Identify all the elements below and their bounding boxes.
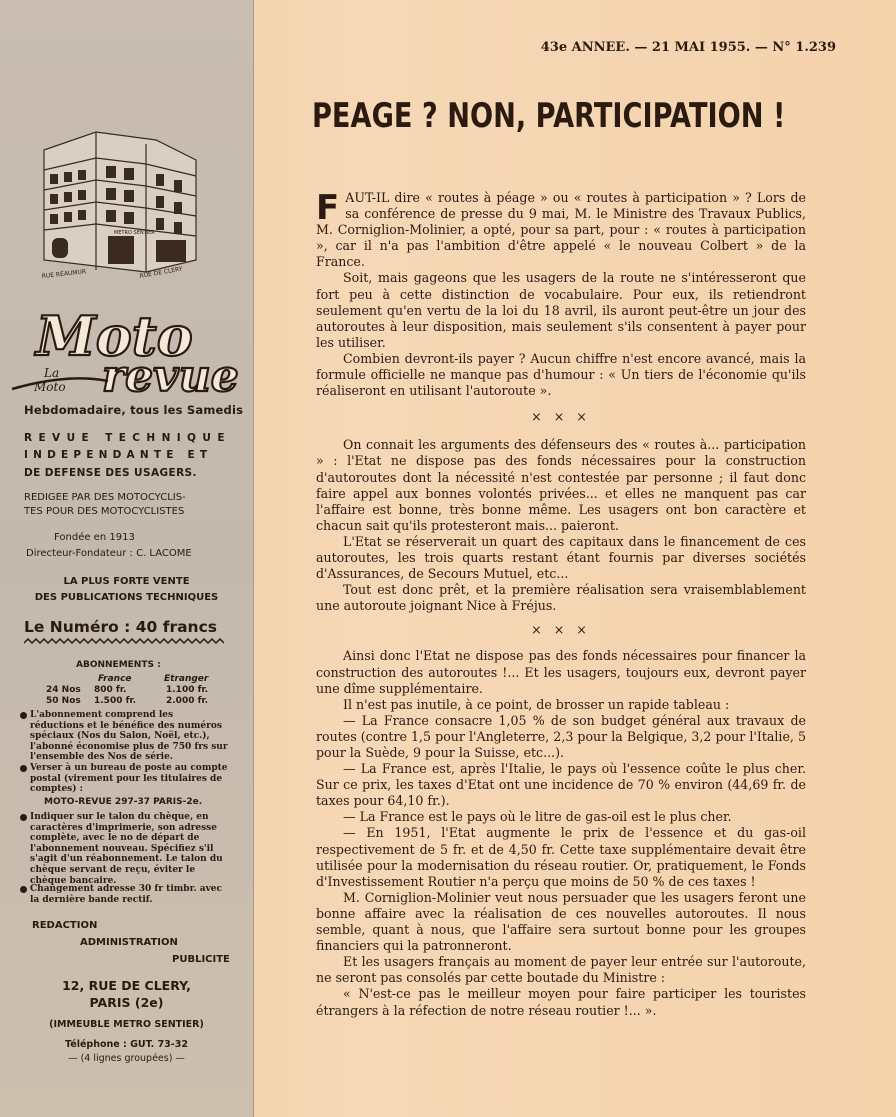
section-separator: × × × [531, 622, 591, 638]
drop-cap: F [316, 188, 340, 228]
paragraph: « N'est-ce pas le meilleur moyen pour faire participer les touristes étrangers à la réfection de notre réseau routier !... ». [316, 986, 806, 1018]
immeuble: (IMMEUBLE METRO SENTIER) [49, 1019, 204, 1030]
paragraph: FAUT-IL dire « routes à péage » ou « routes à participation » ? Lors de sa conférence de presse du 9 mai, M. le Ministre des Travaux Publics, M. Corniglion-Molinier, a opté, pour sa part, pour : « routes à participation », car il n'a pas l'ambition d'être appelé « le nouveau Colbert » de la France. [316, 188, 806, 270]
paragraph: Soit, mais gageons que les usagers de la route ne s'intéresseront que fort peu à cette distinction de vocabulaire. Pour eux, ils retiendront seulement qu'en vertu de la loi du 18 avril, ils auront peut-être un jour des autoroutes à leur disposition, mais seulement s'ils consentent à payer pour les utiliser. [316, 270, 806, 350]
svg-text:RUE RÉAUMUR: RUE RÉAUMUR [41, 268, 87, 280]
redaction: REDACTION [32, 920, 98, 931]
price-per-issue: Le Numéro : 40 francs [24, 618, 218, 636]
zigzag-divider [24, 637, 224, 645]
redigee-line: REDIGEE PAR DES MOTOCYCLIS- [24, 492, 186, 503]
paragraph: — La France est, après l'Italie, le pays où l'essence coûte le plus cher. Sur ce prix, les taxes d'Etat ont une incidence de 70 % environ (44,69 fr. de taxes pour 64,10 fr.). [316, 761, 806, 809]
lignes-groupees: — (4 lignes groupées) — [68, 1053, 185, 1064]
paragraph: — En 1951, l'Etat augmente le prix de l'essence et du gas-oil respectivement de 5 fr. et de 4,50 fr. Cette taxe supplémentaire devait être utilisée pour la modernisation du réseau routier. Or, pratiquement, le Fonds d'Investissement Routier n'a perçu que moins de 50 % de ces taxes ! [316, 825, 806, 889]
article-headline: PEAGE ? NON, PARTICIPATION ! [312, 96, 786, 136]
paragraph: Combien devront-ils payer ? Aucun chiffre n'est encore avancé, mais la formule officielle ne manque pas d'humour : « Un tiers de l'économie qu'ils réaliseront en utilisant l'autoroute ». [316, 350, 806, 399]
moto-revue-logo [8, 295, 248, 400]
tagline: Hebdomadaire, tous les Samedis [24, 403, 244, 417]
bullet-dot-icon [20, 886, 27, 893]
col-etranger: Etranger [164, 674, 209, 684]
address-line: PARIS (2e) [89, 995, 164, 1010]
info-bullet: Verser à un bureau de poste au compte postal (virement pour les titulaires de comptes) : [30, 763, 230, 795]
address-line: 12, RUE DE CLERY, [62, 978, 191, 993]
bullet-dot-icon [20, 814, 27, 821]
abo-row-etranger: 2.000 fr. [166, 696, 209, 706]
svg-text:RUE DE CLERY: RUE DE CLERY [139, 265, 184, 280]
abo-row-label: 50 Nos [46, 696, 81, 706]
paragraph: — La France est le pays où le litre de gas-oil est le plus cher. [343, 809, 732, 825]
bullet-dot-icon [20, 765, 27, 772]
paragraph: L'Etat se réserverait un quart des capitaux dans le financement de ces autoroutes, les trois quarts restant étant fournis par diverses sociétés d'Assurances, de Secours Mutuel, etc... [316, 533, 806, 582]
redigee-line: TES POUR DES MOTOCYCLISTES [24, 506, 185, 517]
paragraph: Tout est donc prêt, et la première réalisation sera vraisemblablement une autoroute joignant Nice à Fréjus. [316, 582, 806, 614]
plus-forte-line: DES PUBLICATIONS TECHNIQUES [34, 592, 219, 603]
fondee: Fondée en 1913 [54, 532, 135, 543]
abonnements-title: ABONNEMENTS : [76, 660, 161, 670]
paragraph: — La France consacre 1,05 % de son budget général aux travaux de routes (contre 1,5 pour l'Angleterre, 2,3 pour la Belgique, 3,2 pour l'Italie, 5 pour la Suède, 9 pour la Suisse, etc...). [316, 712, 806, 760]
publicite: PUBLICITE [172, 954, 230, 965]
svg-text:Moto: Moto [36, 304, 193, 368]
col-france: France [98, 674, 132, 684]
abo-row-label: 24 Nos [46, 685, 81, 695]
abo-row-france: 1.500 fr. [94, 696, 137, 706]
paragraph: M. Corniglion-Molinier veut nous persuader que les usagers feront une bonne affaire avec la réalisation de ces nouvelles autoroutes. Il nous semble, quant à nous, que l'affaire sera surtout bonne pour les groupes financiers qui la patronneront. [316, 889, 806, 954]
revue-line: DE DEFENSE DES USAGERS. [24, 467, 197, 479]
abo-row-etranger: 1.100 fr. [166, 685, 209, 695]
info-bullet: Changement adresse 30 fr timbr. avec la dernière bande rectif. [30, 884, 230, 905]
paragraph: Ainsi donc l'Etat ne dispose pas des fonds nécessaires pour financer la construction des autoroutes !... Et les usagers, toujours eux, devront payer une dîme supplémentaire. [316, 648, 806, 696]
paragraph: Il n'est pas inutile, à ce point, de brosser un rapide tableau : [343, 696, 730, 712]
abo-row-france: 800 fr. [94, 685, 127, 695]
svg-text:La: La [44, 366, 60, 380]
info-bullet: L'abonnement comprend les réductions et le bénéfice des numéros spéciaux (Nos du Salon, Noël, etc.), l'abonné économise plus de 750 frs sur l'ensemble des Nos de série. [30, 710, 230, 763]
revue-line: REVUE TECHNIQUE [24, 432, 231, 444]
info-bullet: Indiquer sur le talon du chèque, en caractères d'imprimerie, son adresse complète, avec le no de départ de l'abonnement nouveau. Spécifiez s'il s'agit d'un réabonnement. Le talon du chèque servant de reçu, éviter le chèque bancaire. [30, 812, 230, 886]
building-illustration [36, 110, 206, 280]
svg-text:revue: revue [102, 351, 239, 400]
issue-header: 43e ANNEE. — 21 MAI 1955. — N° 1.239 [540, 40, 836, 55]
svg-text:METRO SENTIER: METRO SENTIER [114, 230, 155, 236]
bullet-dot-icon [20, 712, 27, 719]
revue-line: INDEPENDANTE ET [24, 449, 213, 461]
telephone: Téléphone : GUT. 73-32 [65, 1039, 188, 1050]
masthead-sidebar [0, 0, 254, 1117]
article-body [316, 190, 806, 1019]
administration: ADMINISTRATION [80, 937, 178, 948]
paragraph: On connait les arguments des défenseurs des « routes à... participation » : l'Etat ne dispose pas des fonds nécessaires pour la construction d'autoroutes dont la nécessité n'est contestée par personne ; il faut donc faire appel aux bonnes volontés privées... et elles ne manquent pas car l'affaire est bonne, très bonne même. Les usagers ont bon caractère et chacun sait qu'ils protesteront mais... paieront. [316, 437, 806, 533]
section-separator: × × × [531, 409, 591, 425]
plus-forte-line: LA PLUS FORTE VENTE [63, 576, 190, 587]
svg-text:Moto: Moto [34, 380, 66, 394]
compte-postal: MOTO-REVUE 297-37 PARIS-2e. [44, 797, 203, 807]
directeur: Directeur-Fondateur : C. LACOME [26, 548, 192, 559]
paragraph: Et les usagers français au moment de payer leur entrée sur l'autoroute, ne seront pas consolés par cette boutade du Ministre : [316, 954, 806, 986]
